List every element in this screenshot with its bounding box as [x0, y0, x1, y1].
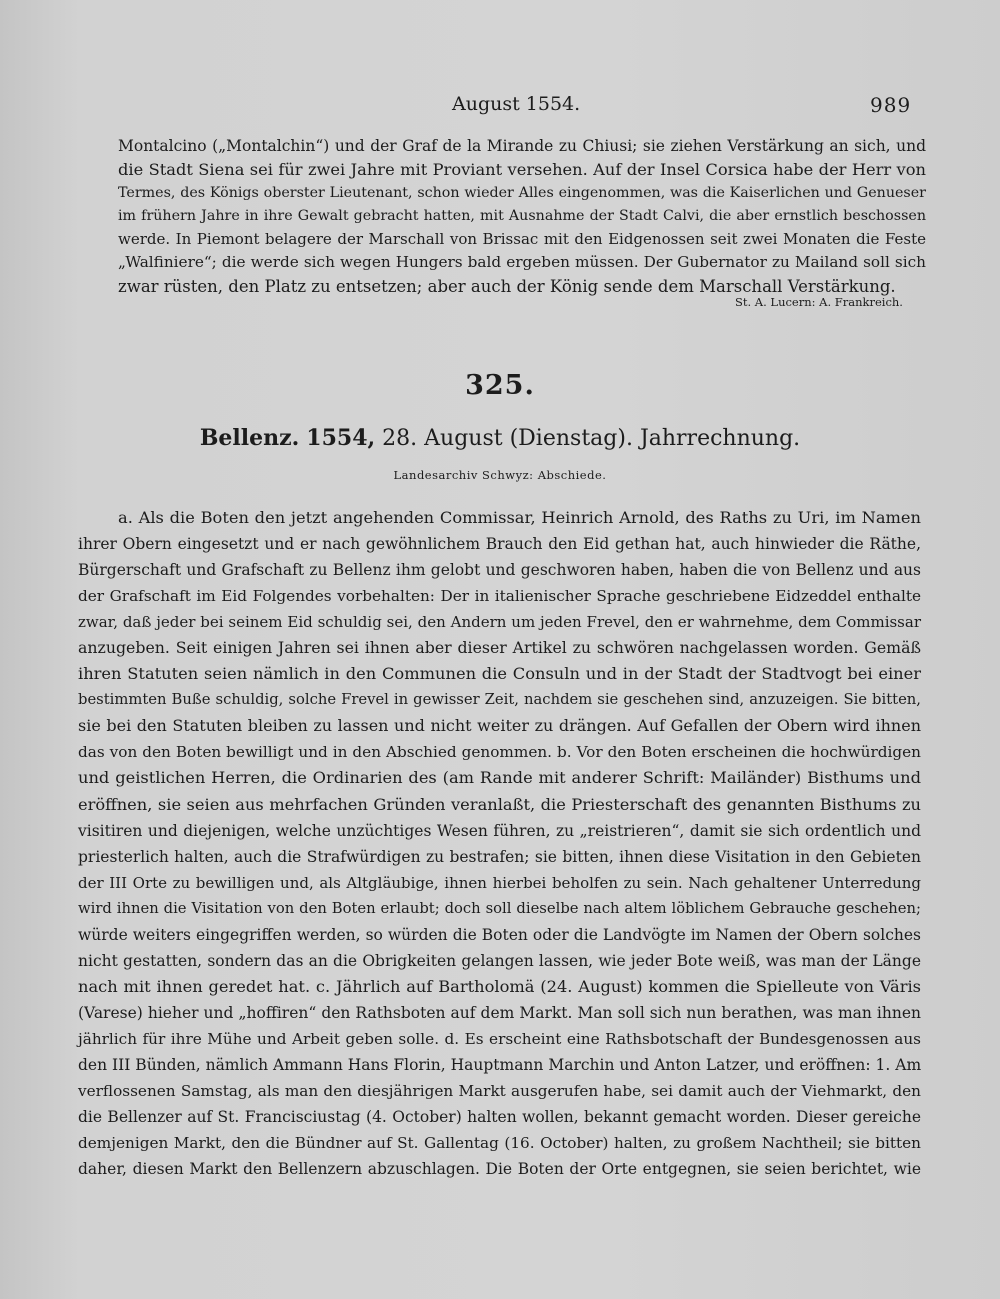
text-line: und geistlichen Herren, die Ordinarien des (am Rande mit anderer Schrift: Mailänder) Bisthums und: [78, 768, 921, 788]
document-heading: [0, 425, 1000, 451]
text-line: die Stadt Siena sei für zwei Jahre mit Proviant versehen. Auf der Insel Corsica habe der Herr von: [118, 160, 926, 180]
page-header: [0, 93, 1000, 123]
text-line: wird ihnen die Visitation von den Boten erlaubt; doch soll dieselbe nach altem löblichem Gebrauche geschehen;: [78, 899, 921, 917]
page-number: 989: [870, 93, 912, 117]
text-line: würde weiters eingegriffen werden, so würden die Boten oder die Landvögte im Namen der Obern solches: [78, 925, 921, 944]
text-line: bestimmten Buße schuldig, solche Frevel in gewisser Zeit, nachdem sie geschehen sind, anzuzeigen. Sie bitten,: [78, 691, 921, 709]
text-line: werde. In Piemont belagere der Marschall von Brissac mit den Eidgenossen seit zwei Monaten die Feste: [118, 230, 926, 249]
heading-date: 28. August (Dienstag).: [382, 426, 633, 451]
document-number: 325.: [465, 370, 535, 401]
text-line: Montalcino („Montalchin“) und der Graf de la Mirande zu Chiusi; sie ziehen Verstärkung an sich, und: [118, 137, 926, 155]
text-line: ihrer Obern eingesetzt und er nach gewöhnlichem Brauch den Eid gethan hat, auch hinwieder die Räthe,: [78, 535, 921, 554]
text-line: der III Orte zu bewilligen und, als Altgläubige, ihnen hierbei beholfen zu sein. Nach gehaltener Unterredung: [78, 873, 921, 892]
text-line: a. Als die Boten den jetzt angehenden Commissar, Heinrich Arnold, des Raths zu Uri, im Namen: [118, 508, 921, 527]
text-line: der Grafschaft im Eid Folgendes vorbehalten: Der in italienischer Sprache geschriebene Eidzeddel enthalte: [78, 587, 921, 606]
text-line: Termes, des Königs oberster Lieutenant, schon wieder Alles eingenommen, was die Kaiserlichen und Genueser: [118, 184, 926, 201]
running-head: August 1554.: [452, 93, 581, 115]
text-line: nach mit ihnen geredet hat. c. Jährlich auf Bartholomä (24. August) kommen die Spielleute von Väris: [78, 976, 921, 996]
text-line: zwar rüsten, den Platz zu entsetzen; aber auch der König sende dem Marschall Verstärkung.: [118, 276, 896, 296]
text-line: anzugeben. Seit einigen Jahren sei ihnen aber dieser Artikel zu schwören nachgelassen worden. Gemäß: [78, 638, 921, 658]
text-line: eröffnen, sie seien aus mehrfachen Gründen veranlaßt, die Priesterschaft des genannten Bisthums zu: [78, 794, 921, 814]
text-line: jährlich für ihre Mühe und Arbeit geben solle. d. Es erscheint eine Rathsbotschaft der Bundesgenossen aus: [78, 1029, 921, 1048]
text-line: im frühern Jahre in ihre Gewalt gebracht hatten, mit Ausnahme der Stadt Calvi, die aber ernstlich beschossen: [118, 207, 926, 224]
heading-place: Bellenz.: [199, 425, 300, 451]
text-line: demjenigen Markt, den die Bündner auf St. Gallentag (16. October) halten, zu großem Nachtheil; sie bitten: [78, 1134, 921, 1153]
text-line: den III Bünden, nämlich Ammann Hans Florin, Hauptmann Marchin und Anton Latzer, und eröffnen: 1. Am: [78, 1055, 922, 1074]
heading-year: 1554,: [306, 425, 376, 451]
archive-reference: Landesarchiv Schwyz: Abschiede.: [393, 468, 607, 482]
text-line: daher, diesen Markt den Bellenzern abzuschlagen. Die Boten der Orte entgegnen, sie seien berichtet, wie: [78, 1160, 921, 1179]
text-line: ihren Statuten seien nämlich in den Communen die Consuln und in der Stadt der Stadtvogt bei einer: [78, 664, 921, 684]
source-citation: St. A. Lucern: A. Frankreich.: [735, 295, 903, 309]
text-line: „Walfiniere“; die werde sich wegen Hungers bald ergeben müssen. Der Gubernator zu Mailand soll sich: [118, 253, 926, 272]
text-line: (Varese) hieher und „hoffiren“ den Rathsboten auf dem Markt. Man soll sich nun berathen, was man ihnen: [78, 1003, 921, 1022]
text-line: visitiren und diejenigen, welche unzüchtiges Wesen führen, zu „reistrieren“, damit sie sich ordentlich und: [78, 821, 921, 840]
heading-type: Jahrrechnung.: [639, 426, 801, 451]
text-line: nicht gestatten, sondern das an die Obrigkeiten gelangen lassen, wie jeder Bote weiß, was man der Länge: [78, 951, 921, 970]
text-line: Bürgerschaft und Grafschaft zu Bellenz ihm gelobt und geschworen haben, haben die von Bellenz und aus: [78, 561, 921, 580]
main-paragraph: [78, 505, 921, 1182]
continued-paragraph: [118, 135, 926, 298]
text-line: zwar, daß jeder bei seinem Eid schuldig sei, den Andern um jeden Frevel, den er wahrnehme, dem Commissar: [78, 613, 921, 632]
text-line: die Bellenzer auf St. Francisciustag (4. October) halten wollen, bekannt gemacht worden. Dieser gereiche: [78, 1108, 921, 1127]
text-line: verflossenen Samstag, als man den diesjährigen Markt ausgerufen habe, sei damit auch der Viehmarkt, den: [78, 1082, 921, 1101]
text-line: sie bei den Statuten bleiben zu lassen und nicht weiter zu drängen. Auf Gefallen der Obern wird ihnen: [78, 716, 921, 736]
text-line: priesterlich halten, auch die Strafwürdigen zu bestrafen; sie bitten, ihnen diese Visitation in den Gebieten: [78, 847, 921, 866]
text-line: das von den Boten bewilligt und in den Abschied genommen. b. Vor den Boten erscheinen die hochwürdigen: [78, 743, 921, 762]
